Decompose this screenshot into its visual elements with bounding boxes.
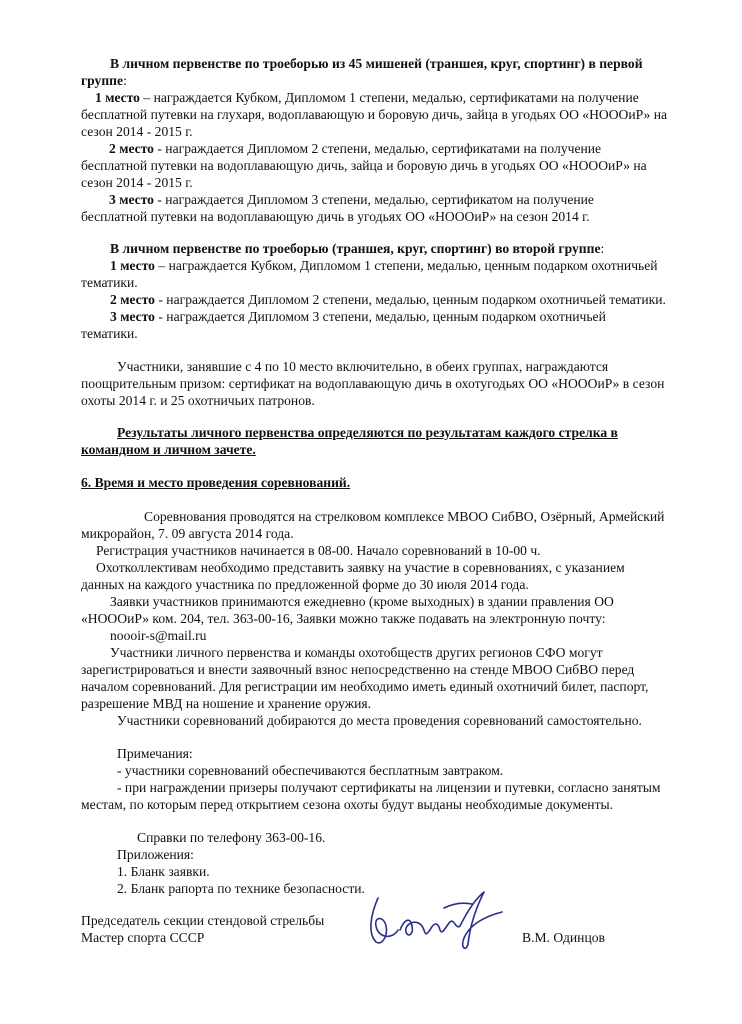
note-breakfast: - участники соревнований обеспечиваются бесплатным завтраком. xyxy=(117,763,504,778)
applications-line1: Заявки участников принимаются ежедневно (кроме выходных) в здании правления ОО xyxy=(110,594,614,609)
signatory-position-line2: Мастер спорта СССР xyxy=(81,930,205,945)
attachment-application-form: 1. Бланк заявки. xyxy=(117,864,210,879)
group1-place2-line1 xyxy=(109,140,601,157)
note-awards-line1: - при награждении призеры получают сертификаты на лицензии и путевки, согласно занятым xyxy=(117,780,661,795)
signature-strokes xyxy=(371,892,502,948)
group1-place2-line2: бесплатной путевки на водоплавающую дичь, зайца и боровую дичь в угодьях ОО «НОООиР» на xyxy=(81,158,647,173)
place-label: 1 место xyxy=(110,258,155,273)
teams-line2: данных на каждого участника по предложенной форме до 30 июля 2014 года. xyxy=(81,577,529,592)
place-label: 3 место xyxy=(109,192,154,207)
notes-title: Примечания: xyxy=(117,746,193,761)
group2-place1-line2: тематики. xyxy=(81,275,138,290)
email-address: noooir-s@mail.ru xyxy=(110,628,207,643)
results-note-line2: командном и личном зачете. xyxy=(81,442,256,457)
place-label: 2 место xyxy=(109,141,154,156)
group2-heading-text: В личном первенстве по троеборью (траншея, круг, спортинг) во второй группе xyxy=(110,241,601,256)
group1-heading-line1: В личном первенстве по троеборью из 45 мишеней (траншея, круг, спортинг) в первой xyxy=(110,56,643,71)
group1-place1-line3: сезон 2014 - 2015 г. xyxy=(81,124,193,139)
place-label: 2 место xyxy=(110,292,155,307)
results-note-line1: Результаты личного первенства определяются по результатам каждого стрелка в xyxy=(117,425,618,440)
group2-place3-line2: тематики. xyxy=(81,326,138,341)
section6-title: 6. Время и место проведения соревнований. xyxy=(81,475,351,490)
group1-place3-line1 xyxy=(109,191,594,208)
others-line1: Участники личного первенства и команды охотобществ других регионов СФО могут xyxy=(110,645,603,660)
place-label: 3 место xyxy=(110,309,155,324)
attachment-safety-report: 2. Бланк рапорта по технике безопасности. xyxy=(117,881,365,896)
group2-heading xyxy=(110,240,604,257)
encouragement-line2: поощрительным призом: сертификат на водоплавающую дичь в охотугодьях ОО «НОООиР» в сезон xyxy=(81,376,665,391)
attachments-title: Приложения: xyxy=(117,847,194,862)
signature-drawing xyxy=(360,886,510,956)
signatory-name: В.М. Одинцов xyxy=(522,930,605,945)
teams-line1: Охотколлективам необходимо представить заявку на участие в соревнованиях, с указанием xyxy=(96,560,625,575)
group1-place1-line1 xyxy=(95,89,639,106)
others-line2: зарегистрироваться и внести заявочный взнос непосредственно на стенде МВОО СибВО перед xyxy=(81,662,635,677)
others-line4: разрешение МВД на ношение и хранение оружия. xyxy=(81,696,372,711)
group2-place3-line1 xyxy=(110,308,606,325)
group2-heading-colon: : xyxy=(600,241,605,256)
place-text: - награждается Дипломом 3 степени, медалью, сертификатом на получение xyxy=(153,192,594,207)
venue-line1: Соревнования проводятся на стрелковом комплексе МВОО СибВО, Озёрный, Армейский xyxy=(144,509,665,524)
group1-heading-colon: : xyxy=(123,73,127,88)
place-text: - награждается Дипломом 3 степени, медалью, ценным подарком охотничьей xyxy=(154,309,606,324)
group1-heading-line2 xyxy=(81,72,127,89)
handwritten-signature xyxy=(360,886,510,956)
group1-place1-line2: бесплатной путевки на глухаря, водоплавающую и боровую дичь, зайца в угодьях ОО «НОООиР» на xyxy=(81,107,668,122)
group1-heading-word: группе xyxy=(81,73,124,88)
place-text: – награждается Кубком, Дипломом 1 степени, медалью, сертификатами на получение xyxy=(139,90,639,105)
group1-place3-line2: бесплатной путевки на водоплавающую дичь в угодьях ОО «НОООиР» на сезон 2014 г. xyxy=(81,209,590,224)
place-label: 1 место xyxy=(95,90,140,105)
encouragement-line1: Участники, занявшие с 4 по 10 место включительно, в обеих группах, награждаются xyxy=(117,359,609,374)
encouragement-line3: охоты 2014 г. и 25 охотничьих патронов. xyxy=(81,393,315,408)
group2-place1-line1 xyxy=(110,257,658,274)
applications-line2: «НОООиР» ком. 204, тел. 363-00-16, Заявки можно также подавать на электронную почту: xyxy=(81,611,606,626)
place-text: - награждается Дипломом 2 степени, медалью, сертификатами на получение xyxy=(153,141,602,156)
travel-line: Участники соревнований добираются до места проведения соревнований самостоятельно. xyxy=(117,713,642,728)
venue-line2: микрорайон, 7. 09 августа 2014 года. xyxy=(81,526,294,541)
group2-place2-line1 xyxy=(110,291,666,308)
contact-phone: Справки по телефону 363-00-16. xyxy=(137,830,326,845)
registration-line: Регистрация участников начинается в 08-00. Начало соревнований в 10-00 ч. xyxy=(96,543,541,558)
place-text: – награждается Кубком, Дипломом 1 степени, медалью, ценным подарком охотничьей xyxy=(154,258,658,273)
note-awards-line2: местам, по которым перед открытием сезона охоты будут выданы необходимые документы. xyxy=(81,797,614,812)
place-text: - награждается Дипломом 2 степени, медалью, ценным подарком охотничьей тематики. xyxy=(154,292,666,307)
others-line3: началом соревнований. Для регистрации им необходимо иметь единый охотничий билет, паспорт, xyxy=(81,679,649,694)
signatory-position-line1: Председатель секции стендовой стрельбы xyxy=(81,913,325,928)
group1-place2-line3: сезон 2014 - 2015 г. xyxy=(81,175,193,190)
